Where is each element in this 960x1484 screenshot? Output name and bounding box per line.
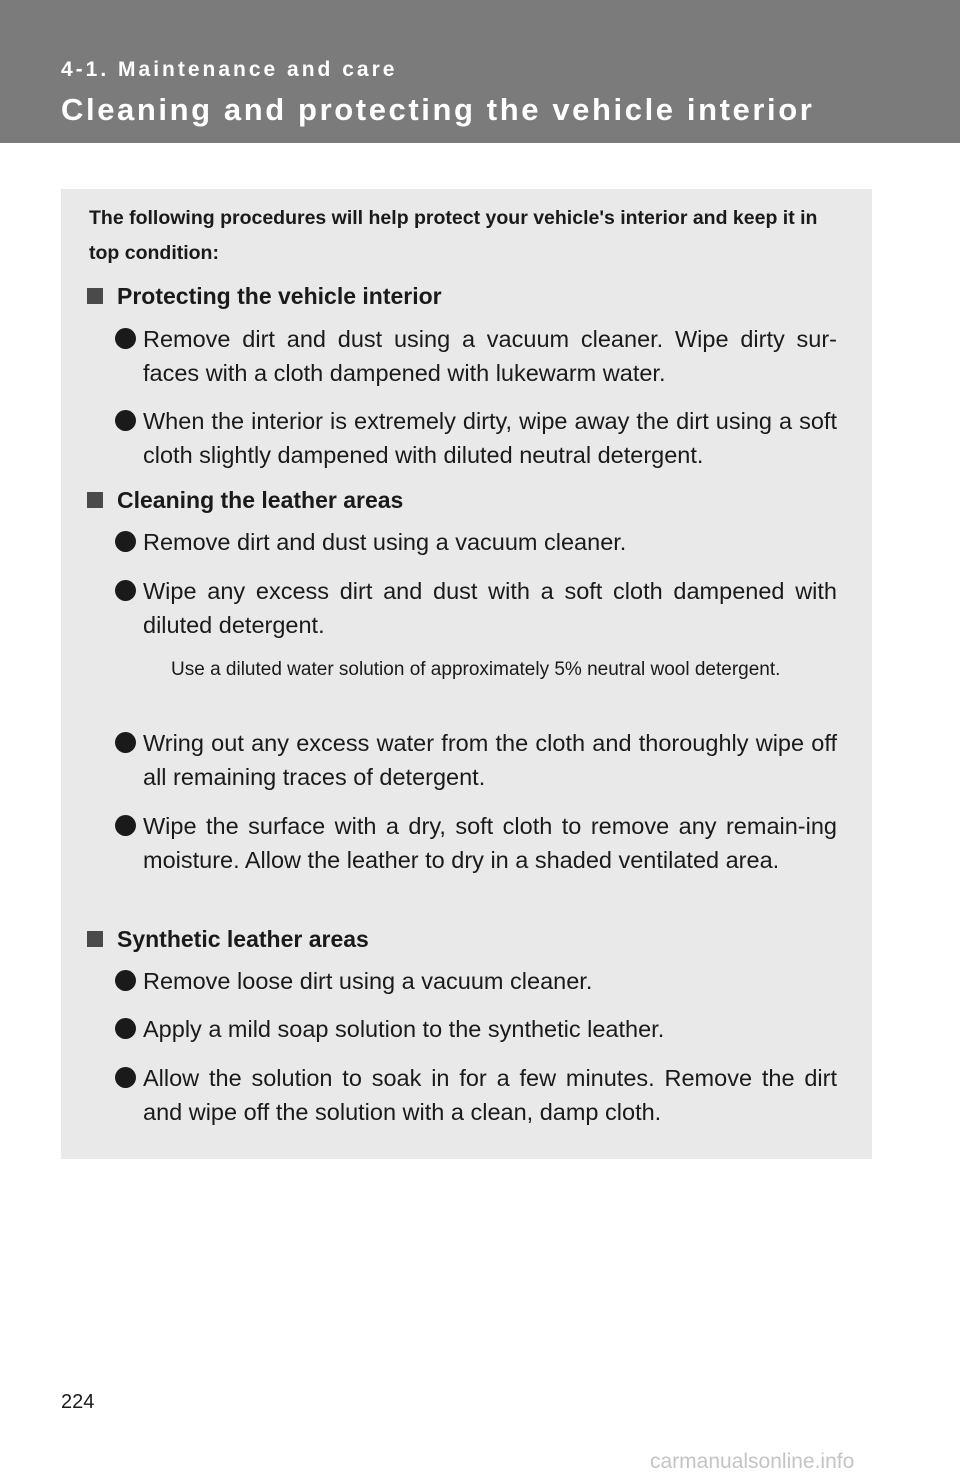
watermark: carmanualsonline.info xyxy=(650,1450,855,1473)
list-item: Wipe any excess dirt and dust with a soft cloth dampened with diluted detergent. xyxy=(143,574,837,642)
list-item: Wring out any excess water from the cloth and thoroughly wipe off all remaining traces of detergent. xyxy=(143,726,837,794)
heading-text: Synthetic leather areas xyxy=(117,926,369,952)
list-item: Remove loose dirt using a vacuum cleaner. xyxy=(143,964,837,998)
note-text: Use a diluted water solution of approximately 5% neutral wool detergent. xyxy=(171,659,781,680)
bullet-dot-icon xyxy=(115,732,136,753)
section-heading-protecting xyxy=(87,283,442,310)
bullet-dot-icon xyxy=(115,970,136,991)
list-item: Allow the solution to soak in for a few minutes. Remove the dirt and wipe off the solution with a clean, damp cloth. xyxy=(143,1061,837,1129)
section-heading-leather xyxy=(87,487,403,514)
page-number: 224 xyxy=(61,1391,95,1413)
square-bullet-icon xyxy=(87,288,103,304)
bullet-dot-icon xyxy=(115,1018,136,1039)
list-item: Remove dirt and dust using a vacuum cleaner. xyxy=(143,525,837,559)
bullet-dot-icon xyxy=(115,531,136,552)
section-label: 4-1. Maintenance and care xyxy=(61,58,398,81)
list-item: When the interior is extremely dirty, wipe away the dirt using a soft cloth slightly dampened with diluted neutral detergent. xyxy=(143,404,837,472)
square-bullet-icon xyxy=(87,931,103,947)
bullet-dot-icon xyxy=(115,815,136,836)
square-bullet-icon xyxy=(87,492,103,508)
list-item: Apply a mild soap solution to the synthetic leather. xyxy=(143,1012,837,1046)
list-item: Wipe the surface with a dry, soft cloth to remove any remain-ing moisture. Allow the leather to dry in a shaded ventilated area. xyxy=(143,809,837,877)
bullet-dot-icon xyxy=(115,580,136,601)
bullet-dot-icon xyxy=(115,328,136,349)
content-box xyxy=(61,189,872,1159)
section-heading-synthetic xyxy=(87,926,369,953)
heading-text: Protecting the vehicle interior xyxy=(117,283,442,309)
page-title: Cleaning and protecting the vehicle interior xyxy=(61,92,815,127)
bullet-dot-icon xyxy=(115,1067,136,1088)
intro-text: The following procedures will help protect your vehicle's interior and keep it in top condition: xyxy=(89,207,818,264)
list-item: Remove dirt and dust using a vacuum cleaner. Wipe dirty sur-faces with a cloth dampened with lukewarm water. xyxy=(143,322,837,390)
heading-text: Cleaning the leather areas xyxy=(117,487,404,513)
page-header xyxy=(0,0,960,143)
bullet-dot-icon xyxy=(115,410,136,431)
